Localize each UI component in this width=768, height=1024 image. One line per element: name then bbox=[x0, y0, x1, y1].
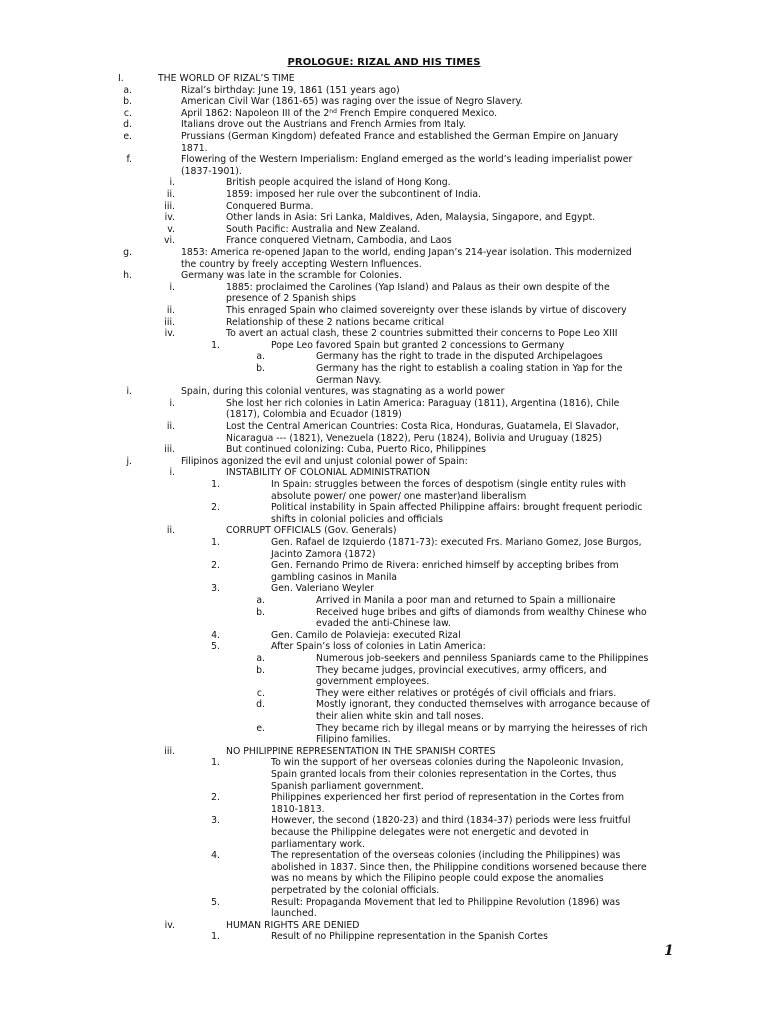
line-text: evaded the anti-Chinese law. bbox=[316, 618, 451, 630]
line-text: Spanish parliament government. bbox=[271, 780, 424, 792]
line-text: In Spain: struggles between the forces of despotism (single entity rules with bbox=[271, 479, 626, 490]
line-text: Numerous job-seekers and penniless Spaniards came to the Philippines bbox=[316, 653, 649, 664]
line-text: To win the support of her overseas colonies during the Napoleonic Invasion, bbox=[271, 757, 624, 769]
line-text: However, the second (1820-23) and third (1834-37) periods were less fruitful bbox=[271, 815, 631, 827]
line-text: 1885: proclaimed the Carolines (Yap Island) and Palaus as their own despite of the bbox=[226, 281, 610, 293]
line-text: NO PHILIPPINE REPRESENTATION IN THE SPANISH CORTES bbox=[226, 745, 496, 757]
list-marker: iii. bbox=[164, 316, 175, 328]
line-text: But continued colonizing: Cuba, Puerto Rico, Philippines bbox=[226, 444, 486, 456]
list-marker: j. bbox=[126, 455, 132, 467]
page-title: PROLOGUE: RIZAL AND HIS TIMES bbox=[287, 57, 481, 68]
line-text: presence of 2 Spanish ships bbox=[226, 293, 356, 305]
list-marker: e. bbox=[256, 722, 265, 734]
list-marker: ii. bbox=[166, 189, 175, 200]
line-text: because the Philippine delegates were not energetic and devoted in bbox=[271, 827, 589, 838]
list-marker: i. bbox=[169, 281, 175, 293]
line-text: Rizal’s birthday: June 19, 1861 (151 years ago) bbox=[181, 84, 400, 96]
line-text: their alien white skin and tall noses. bbox=[316, 711, 484, 722]
list-marker: d. bbox=[123, 119, 132, 131]
line-text: Result: Propaganda Movement that led to Philippine Revolution (1896) was bbox=[271, 896, 621, 908]
line-text: Political instability in Spain affected Philippine affairs: brought frequent periodic bbox=[271, 502, 643, 514]
list-marker: a. bbox=[256, 653, 265, 664]
line-text: was no means by which the Filipino people could expose the anomalies bbox=[271, 873, 604, 885]
list-marker: b. bbox=[123, 96, 132, 108]
list-marker: ii. bbox=[166, 525, 175, 537]
line-text: The representation of the overseas colonies (including the Philippines) was bbox=[271, 850, 621, 862]
line-text: Spain, during this colonial ventures, was stagnating as a world power bbox=[181, 386, 505, 398]
line-text: Germany has the right to establish a coaling station in Yap for the bbox=[316, 363, 623, 374]
line-text: Filipino families. bbox=[316, 734, 391, 746]
line-text: Pope Leo favored Spain but granted 2 concessions to Germany bbox=[271, 339, 565, 351]
line-text: abolished in 1837. Since then, the Philippine conditions worsened because there bbox=[271, 861, 647, 873]
list-marker: 2. bbox=[211, 792, 220, 804]
line-text: They were either relatives or protégés of civil officials and friars. bbox=[316, 687, 617, 699]
list-marker: a. bbox=[256, 351, 265, 363]
list-marker: 1. bbox=[211, 479, 220, 490]
line-text: This enraged Spain who claimed sovereignty over these islands by virtue of discovery bbox=[226, 305, 627, 316]
list-marker: iii. bbox=[164, 745, 175, 757]
list-marker: h. bbox=[123, 270, 132, 282]
line-text: They became rich by illegal means or by marrying the heiresses of rich bbox=[316, 722, 648, 734]
line-text: gambling casinos in Manila bbox=[271, 571, 397, 583]
line-text: 1859: imposed her rule over the subcontinent of India. bbox=[226, 189, 482, 200]
list-marker: I. bbox=[118, 73, 124, 84]
list-marker: 4. bbox=[211, 629, 220, 641]
list-marker: iv. bbox=[164, 328, 175, 340]
line-text: 1871. bbox=[181, 142, 208, 154]
list-marker: vi. bbox=[163, 235, 175, 247]
line-text: perpetrated by the colonial officials. bbox=[271, 885, 440, 896]
list-marker: 3. bbox=[211, 583, 220, 595]
list-marker: b. bbox=[256, 606, 265, 618]
list-marker: 1. bbox=[211, 931, 220, 943]
line-text: Philippines experienced her first period of representation in the Cortes from bbox=[271, 792, 625, 804]
line-text: Prussians (German Kingdom) defeated France and established the German Empire on January bbox=[181, 131, 619, 142]
list-marker: 2. bbox=[211, 502, 220, 514]
line-text: Other lands in Asia: Sri Lanka, Maldives, Aden, Malaysia, Singapore, and Egypt. bbox=[226, 212, 596, 224]
list-marker: g. bbox=[123, 247, 132, 258]
line-text: Jacinto Zamora (1872) bbox=[271, 548, 376, 560]
line-text: 1853: America re-opened Japan to the world, ending Japan’s 214-year isolation. This modernized bbox=[181, 247, 632, 258]
list-marker: c. bbox=[256, 687, 265, 699]
line-text: Germany has the right to trade in the disputed Archipelagoes bbox=[316, 351, 603, 363]
list-marker: i. bbox=[169, 397, 175, 409]
list-marker: 1. bbox=[211, 537, 220, 548]
list-marker: iii. bbox=[164, 444, 175, 456]
list-marker: 1. bbox=[211, 757, 220, 769]
list-marker: iii. bbox=[164, 200, 175, 212]
list-marker: f. bbox=[126, 154, 132, 166]
line-text: German Navy. bbox=[316, 374, 382, 386]
line-text: Conquered Burma. bbox=[226, 200, 314, 212]
line-text: Filipinos agonized the evil and unjust colonial power of Spain: bbox=[181, 455, 468, 467]
line-text: Gen. Rafael de Izquierdo (1871-73): executed Frs. Mariano Gomez, Jose Burgos, bbox=[271, 537, 642, 548]
list-marker: ii. bbox=[166, 305, 175, 316]
line-text: Spain granted locals from their colonies representation in the Cortes, thus bbox=[271, 769, 617, 780]
line-text: Germany was late in the scramble for Colonies. bbox=[181, 270, 402, 282]
list-marker: c. bbox=[123, 107, 132, 119]
list-marker: 4. bbox=[211, 850, 220, 862]
list-marker: ii. bbox=[166, 421, 175, 432]
list-marker: 5. bbox=[211, 896, 220, 908]
line-text: British people acquired the island of Hong Kong. bbox=[226, 177, 451, 189]
list-marker: 3. bbox=[211, 815, 220, 827]
list-marker: d. bbox=[256, 699, 265, 711]
list-marker: i. bbox=[169, 467, 175, 479]
line-text: South Pacific: Australia and New Zealand. bbox=[226, 223, 421, 235]
line-text: parliamentary work. bbox=[271, 838, 366, 850]
list-marker: e. bbox=[123, 131, 132, 142]
line-text: Received huge bribes and gifts of diamonds from wealthy Chinese who bbox=[316, 606, 647, 618]
line-text: absolute power/ one power/ one master)and liberalism bbox=[271, 490, 527, 502]
line-text: INSTABILITY OF COLONIAL ADMINISTRATION bbox=[226, 467, 431, 479]
line-text: She lost her rich colonies in Latin America: Paraguay (1811), Argentina (1816), Chile bbox=[226, 397, 620, 409]
list-marker: 2. bbox=[211, 560, 220, 572]
list-marker: b. bbox=[256, 664, 265, 676]
line-text: Relationship of these 2 nations became critical bbox=[226, 316, 445, 328]
line-text: Gen. Valeriano Weyler bbox=[271, 583, 374, 595]
line-text: (1837-1901). bbox=[181, 165, 242, 177]
line-text: Arrived in Manila a poor man and returned to Spain a millionaire bbox=[316, 595, 616, 606]
page-number: 1 bbox=[664, 943, 674, 959]
list-marker: a. bbox=[123, 84, 132, 96]
line-text: Gen. Fernando Primo de Rivera: enriched himself by accepting bribes from bbox=[271, 560, 619, 572]
line-text: launched. bbox=[271, 908, 317, 920]
line-text: 1810-1813. bbox=[271, 803, 325, 815]
line-text: To avert an actual clash, these 2 countries submitted their concerns to Pope Leo XIII bbox=[226, 328, 618, 340]
line-text: the country by freely accepting Western Influences. bbox=[181, 258, 422, 270]
list-marker: i. bbox=[169, 177, 175, 189]
line-text: Flowering of the Western Imperialism: England emerged as the world’s leading imperialist power bbox=[181, 154, 633, 166]
line-text: Mostly ignorant, they conducted themselves with arrogance because of bbox=[316, 699, 650, 711]
line-text: Italians drove out the Austrians and French Armies from Italy. bbox=[181, 119, 466, 131]
line-text: April 1862: Napoleon III of the 2nd French Empire conquered Mexico. bbox=[181, 107, 498, 119]
line-text: THE WORLD OF RIZAL’S TIME bbox=[158, 73, 295, 84]
list-marker: b. bbox=[256, 363, 265, 374]
list-marker: iv. bbox=[164, 919, 175, 931]
line-text: HUMAN RIGHTS ARE DENIED bbox=[226, 919, 360, 931]
line-text: Result of no Philippine representation in the Spanish Cortes bbox=[271, 931, 548, 943]
list-marker: v. bbox=[167, 223, 175, 235]
list-marker: i. bbox=[126, 386, 132, 398]
line-text: After Spain’s loss of colonies in Latin America: bbox=[271, 641, 486, 653]
line-text: Lost the Central American Countries: Costa Rica, Honduras, Guatamela, El Slavador, bbox=[226, 421, 620, 432]
list-marker: iv. bbox=[164, 212, 175, 224]
line-text: American Civil War (1861-65) was raging over the issue of Negro Slavery. bbox=[181, 96, 523, 108]
line-text: shifts in colonial policies and officials bbox=[271, 513, 443, 525]
line-text: They became judges, provincial executives, army officers, and bbox=[316, 664, 607, 676]
line-text: government employees. bbox=[316, 676, 430, 688]
line-text: Nicaragua --- (1821), Venezuela (1822), Peru (1824), Bolivia and Uruguay (1825) bbox=[226, 432, 602, 444]
line-text: CORRUPT OFFICIALS (Gov. Generals) bbox=[226, 525, 397, 537]
line-text: (1817), Colombia and Ecuador (1819) bbox=[226, 409, 402, 421]
line-text: Gen. Camilo de Polavieja: executed Rizal bbox=[271, 629, 461, 641]
list-marker: 5. bbox=[211, 641, 220, 653]
list-marker: 1. bbox=[211, 339, 220, 351]
list-marker: a. bbox=[256, 595, 265, 606]
line-text: France conquered Vietnam, Cambodia, and Laos bbox=[226, 235, 452, 247]
